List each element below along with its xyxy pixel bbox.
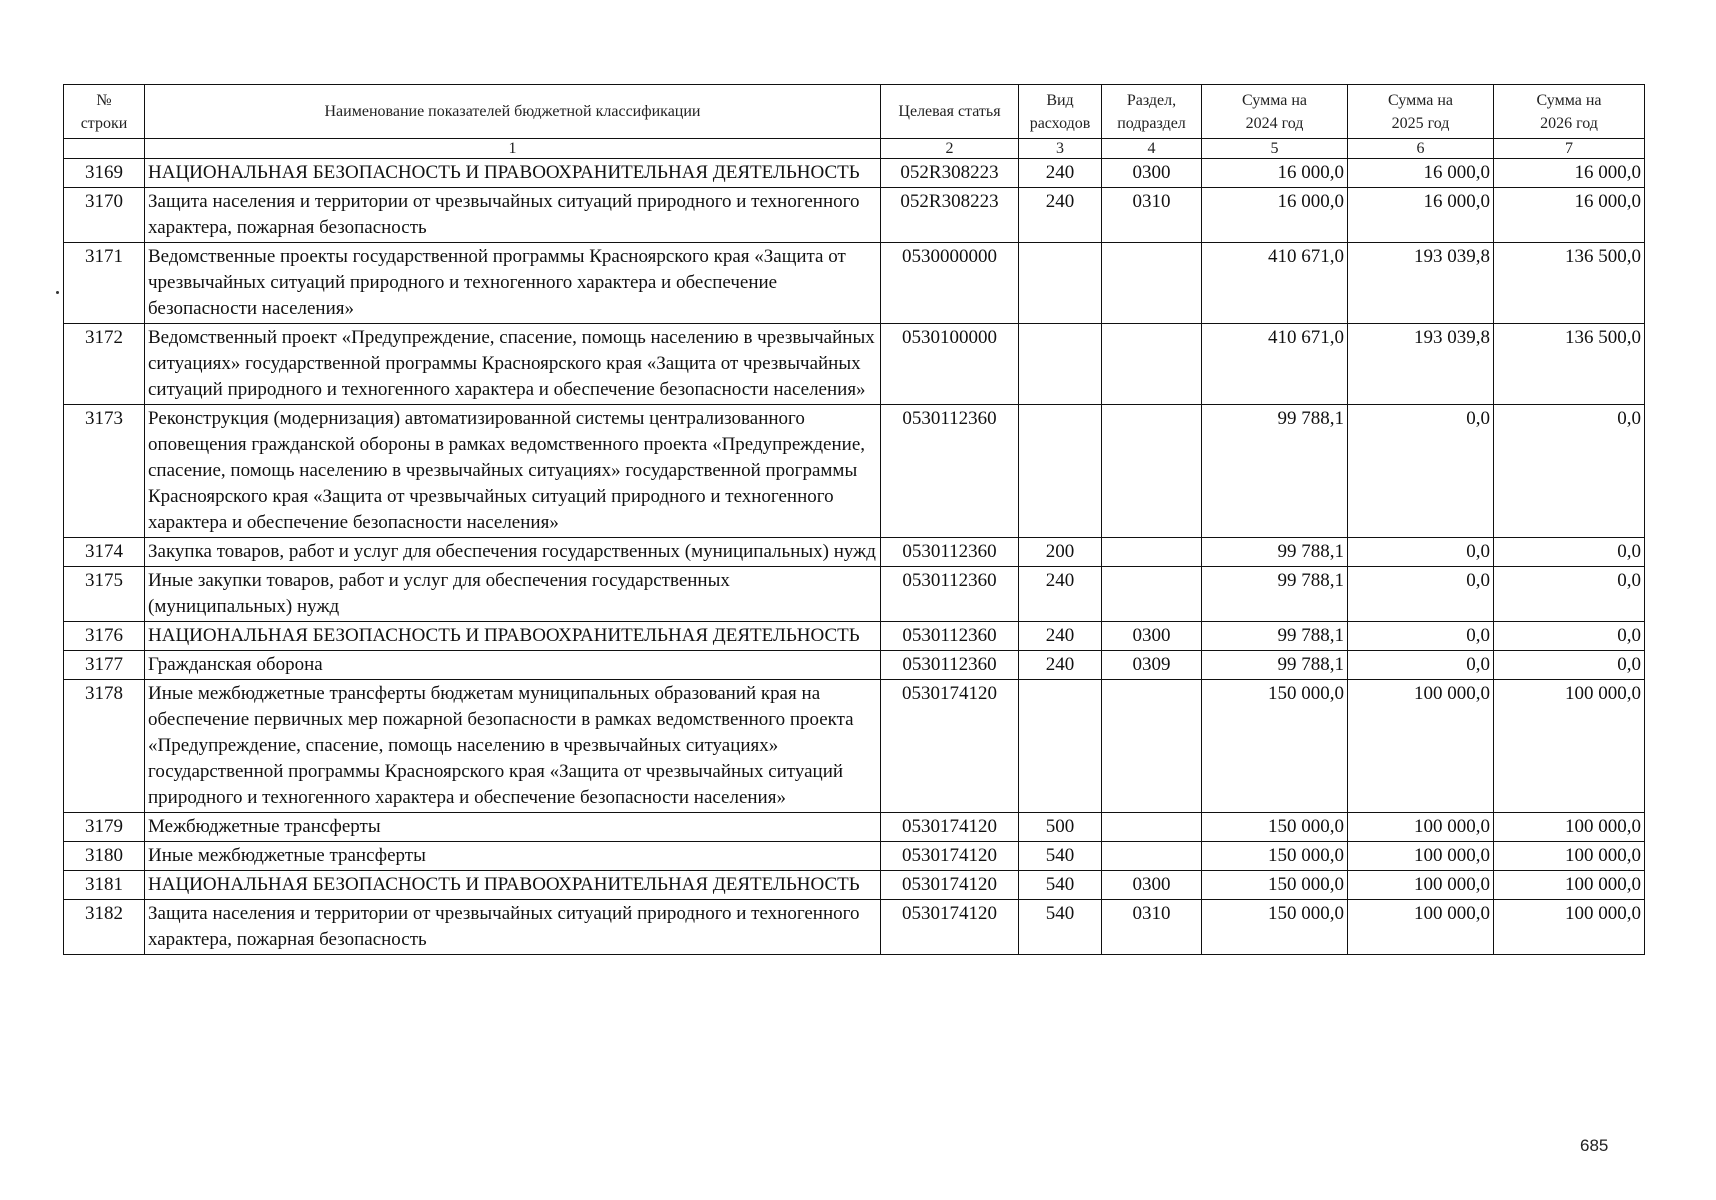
sum-2024-cell: 410 671,0 — [1202, 243, 1348, 324]
table-body — [64, 159, 1645, 955]
expense-type-cell: 240 — [1019, 188, 1102, 243]
row-number-cell: 3172 — [64, 324, 145, 405]
expense-type-cell — [1019, 680, 1102, 813]
column-number-cell: 7 — [1494, 139, 1645, 159]
sum-2025-cell: 100 000,0 — [1348, 842, 1494, 871]
row-number-cell: 3179 — [64, 813, 145, 842]
sum-2026-cell: 0,0 — [1494, 405, 1645, 538]
sum-2024-cell: 16 000,0 — [1202, 188, 1348, 243]
target-article-cell: 0530174120 — [881, 871, 1019, 900]
sum-2025-cell: 0,0 — [1348, 651, 1494, 680]
sum-2026-cell: 0,0 — [1494, 567, 1645, 622]
sum-2026-cell: 136 500,0 — [1494, 324, 1645, 405]
target-article-cell: 052R308223 — [881, 188, 1019, 243]
column-number-cell: 5 — [1202, 139, 1348, 159]
sum-2026-cell: 100 000,0 — [1494, 871, 1645, 900]
sum-2025-cell: 0,0 — [1348, 405, 1494, 538]
row-number-cell: 3177 — [64, 651, 145, 680]
row-number-cell: 3173 — [64, 405, 145, 538]
header-sum-2025: Сумма на 2025 год — [1348, 85, 1494, 139]
target-article-cell: 0530112360 — [881, 567, 1019, 622]
sum-2026-cell: 100 000,0 — [1494, 813, 1645, 842]
budget-table — [63, 84, 1645, 955]
column-number-cell: 1 — [145, 139, 881, 159]
indicator-name-cell: Реконструкция (модернизация) автоматизированной системы централизованного оповещения гражданской обороны в рамках ведомственного проекта «Предупреждение, спасение, помощь населению в чрезвычайных ситуациях» государственной программы Красноярского края «Защита от чрезвычайных ситуаций природного и техногенного характера и обеспечение безопасности населения» — [145, 405, 881, 538]
sum-2025-cell: 16 000,0 — [1348, 188, 1494, 243]
sum-2024-cell: 16 000,0 — [1202, 159, 1348, 188]
column-number-cell: 2 — [881, 139, 1019, 159]
expense-type-cell: 240 — [1019, 159, 1102, 188]
table-row — [64, 188, 1645, 243]
section-code-cell — [1102, 405, 1202, 538]
target-article-cell: 0530112360 — [881, 622, 1019, 651]
sum-2024-cell: 99 788,1 — [1202, 567, 1348, 622]
header-section: Раздел, подраздел — [1102, 85, 1202, 139]
table-row — [64, 651, 1645, 680]
sum-2026-cell: 0,0 — [1494, 651, 1645, 680]
expense-type-cell: 540 — [1019, 842, 1102, 871]
table-row — [64, 680, 1645, 813]
row-number-cell: 3182 — [64, 900, 145, 955]
sum-2026-cell: 16 000,0 — [1494, 188, 1645, 243]
indicator-name-cell: Защита населения и территории от чрезвычайных ситуаций природного и техногенного характера, пожарная безопасность — [145, 188, 881, 243]
indicator-name-cell: Иные межбюджетные трансферты бюджетам муниципальных образований края на обеспечение первичных мер пожарной безопасности в рамках ведомственного проекта «Предупреждение, спасение, помощь населению в чрезвычайных ситуациях» государственной программы Красноярского края «Защита от чрезвычайных ситуаций природного и техногенного характера и обеспечение безопасности населения» — [145, 680, 881, 813]
sum-2026-cell: 100 000,0 — [1494, 680, 1645, 813]
page-number: 685 — [1580, 1136, 1609, 1155]
section-code-cell — [1102, 842, 1202, 871]
expense-type-cell: 240 — [1019, 651, 1102, 680]
header-sum-2026: Сумма на 2026 год — [1494, 85, 1645, 139]
column-number-cell: 6 — [1348, 139, 1494, 159]
header-sum-2024: Сумма на 2024 год — [1202, 85, 1348, 139]
sum-2026-cell: 100 000,0 — [1494, 900, 1645, 955]
indicator-name-cell: НАЦИОНАЛЬНАЯ БЕЗОПАСНОСТЬ И ПРАВООХРАНИТЕЛЬНАЯ ДЕЯТЕЛЬНОСТЬ — [145, 159, 881, 188]
sum-2025-cell: 16 000,0 — [1348, 159, 1494, 188]
section-code-cell: 0300 — [1102, 159, 1202, 188]
table-row — [64, 567, 1645, 622]
target-article-cell: 052R308223 — [881, 159, 1019, 188]
sum-2024-cell: 99 788,1 — [1202, 538, 1348, 567]
section-code-cell — [1102, 680, 1202, 813]
target-article-cell: 0530174120 — [881, 680, 1019, 813]
section-code-cell — [1102, 567, 1202, 622]
sum-2026-cell: 16 000,0 — [1494, 159, 1645, 188]
header-name: Наименование показателей бюджетной классификации — [145, 85, 881, 139]
sum-2026-cell: 0,0 — [1494, 622, 1645, 651]
row-number-cell: 3180 — [64, 842, 145, 871]
row-number-cell: 3174 — [64, 538, 145, 567]
table-row — [64, 842, 1645, 871]
column-number-cell: 4 — [1102, 139, 1202, 159]
expense-type-cell: 500 — [1019, 813, 1102, 842]
row-number-cell: 3170 — [64, 188, 145, 243]
sum-2025-cell: 100 000,0 — [1348, 813, 1494, 842]
section-code-cell: 0300 — [1102, 622, 1202, 651]
scan-artifact-dot — [56, 291, 59, 294]
expense-type-cell: 240 — [1019, 567, 1102, 622]
section-code-cell — [1102, 538, 1202, 567]
sum-2024-cell: 99 788,1 — [1202, 405, 1348, 538]
indicator-name-cell: Гражданская оборона — [145, 651, 881, 680]
indicator-name-cell: Ведомственный проект «Предупреждение, спасение, помощь населению в чрезвычайных ситуациях» государственной программы Красноярского края «Защита от чрезвычайных ситуаций природного и техногенного характера и обеспечение безопасности населения» — [145, 324, 881, 405]
section-code-cell — [1102, 813, 1202, 842]
section-code-cell — [1102, 324, 1202, 405]
target-article-cell: 0530174120 — [881, 842, 1019, 871]
target-article-cell: 0530174120 — [881, 813, 1019, 842]
target-article-cell: 0530000000 — [881, 243, 1019, 324]
sum-2024-cell: 150 000,0 — [1202, 813, 1348, 842]
sum-2024-cell: 150 000,0 — [1202, 871, 1348, 900]
target-article-cell: 0530112360 — [881, 538, 1019, 567]
sum-2025-cell: 100 000,0 — [1348, 900, 1494, 955]
indicator-name-cell: НАЦИОНАЛЬНАЯ БЕЗОПАСНОСТЬ И ПРАВООХРАНИТЕЛЬНАЯ ДЕЯТЕЛЬНОСТЬ — [145, 622, 881, 651]
indicator-name-cell: Иные межбюджетные трансферты — [145, 842, 881, 871]
table-row — [64, 159, 1645, 188]
indicator-name-cell: Защита населения и территории от чрезвычайных ситуаций природного и техногенного характера, пожарная безопасность — [145, 900, 881, 955]
target-article-cell: 0530112360 — [881, 651, 1019, 680]
sum-2024-cell: 99 788,1 — [1202, 651, 1348, 680]
sum-2025-cell: 100 000,0 — [1348, 680, 1494, 813]
target-article-cell: 0530112360 — [881, 405, 1019, 538]
table-row — [64, 405, 1645, 538]
target-article-cell: 0530174120 — [881, 900, 1019, 955]
indicator-name-cell: Иные закупки товаров, работ и услуг для обеспечения государственных (муниципальных) нужд — [145, 567, 881, 622]
indicator-name-cell: Межбюджетные трансферты — [145, 813, 881, 842]
column-number-cell — [64, 139, 145, 159]
table-row — [64, 622, 1645, 651]
section-code-cell — [1102, 243, 1202, 324]
indicator-name-cell: Ведомственные проекты государственной программы Красноярского края «Защита от чрезвычайных ситуаций природного и техногенного характера и обеспечение безопасности населения» — [145, 243, 881, 324]
table-row — [64, 871, 1645, 900]
header-row-number: № строки — [64, 85, 145, 139]
sum-2024-cell: 150 000,0 — [1202, 680, 1348, 813]
sum-2026-cell: 100 000,0 — [1494, 842, 1645, 871]
row-number-cell: 3175 — [64, 567, 145, 622]
sum-2024-cell: 99 788,1 — [1202, 622, 1348, 651]
table-header-row — [64, 85, 1645, 139]
expense-type-cell: 240 — [1019, 622, 1102, 651]
sum-2026-cell: 0,0 — [1494, 538, 1645, 567]
table-row — [64, 813, 1645, 842]
table-row — [64, 324, 1645, 405]
expense-type-cell: 540 — [1019, 900, 1102, 955]
sum-2024-cell: 150 000,0 — [1202, 900, 1348, 955]
sum-2024-cell: 410 671,0 — [1202, 324, 1348, 405]
row-number-cell: 3178 — [64, 680, 145, 813]
column-number-row — [64, 139, 1645, 159]
expense-type-cell: 540 — [1019, 871, 1102, 900]
sum-2025-cell: 0,0 — [1348, 622, 1494, 651]
expense-type-cell — [1019, 243, 1102, 324]
expense-type-cell — [1019, 324, 1102, 405]
sum-2025-cell: 100 000,0 — [1348, 871, 1494, 900]
row-number-cell: 3169 — [64, 159, 145, 188]
indicator-name-cell: Закупка товаров, работ и услуг для обеспечения государственных (муниципальных) нужд — [145, 538, 881, 567]
expense-type-cell: 200 — [1019, 538, 1102, 567]
row-number-cell: 3176 — [64, 622, 145, 651]
sum-2025-cell: 0,0 — [1348, 567, 1494, 622]
table-row — [64, 538, 1645, 567]
row-number-cell: 3181 — [64, 871, 145, 900]
expense-type-cell — [1019, 405, 1102, 538]
row-number-cell: 3171 — [64, 243, 145, 324]
section-code-cell: 0310 — [1102, 188, 1202, 243]
sum-2025-cell: 193 039,8 — [1348, 324, 1494, 405]
column-number-cell: 3 — [1019, 139, 1102, 159]
section-code-cell: 0310 — [1102, 900, 1202, 955]
table-row — [64, 900, 1645, 955]
header-target-article: Целевая статья — [881, 85, 1019, 139]
sum-2026-cell: 136 500,0 — [1494, 243, 1645, 324]
header-expense-type: Вид расходов — [1019, 85, 1102, 139]
sum-2024-cell: 150 000,0 — [1202, 842, 1348, 871]
indicator-name-cell: НАЦИОНАЛЬНАЯ БЕЗОПАСНОСТЬ И ПРАВООХРАНИТЕЛЬНАЯ ДЕЯТЕЛЬНОСТЬ — [145, 871, 881, 900]
target-article-cell: 0530100000 — [881, 324, 1019, 405]
sum-2025-cell: 0,0 — [1348, 538, 1494, 567]
sum-2025-cell: 193 039,8 — [1348, 243, 1494, 324]
section-code-cell: 0300 — [1102, 871, 1202, 900]
table-row — [64, 243, 1645, 324]
section-code-cell: 0309 — [1102, 651, 1202, 680]
